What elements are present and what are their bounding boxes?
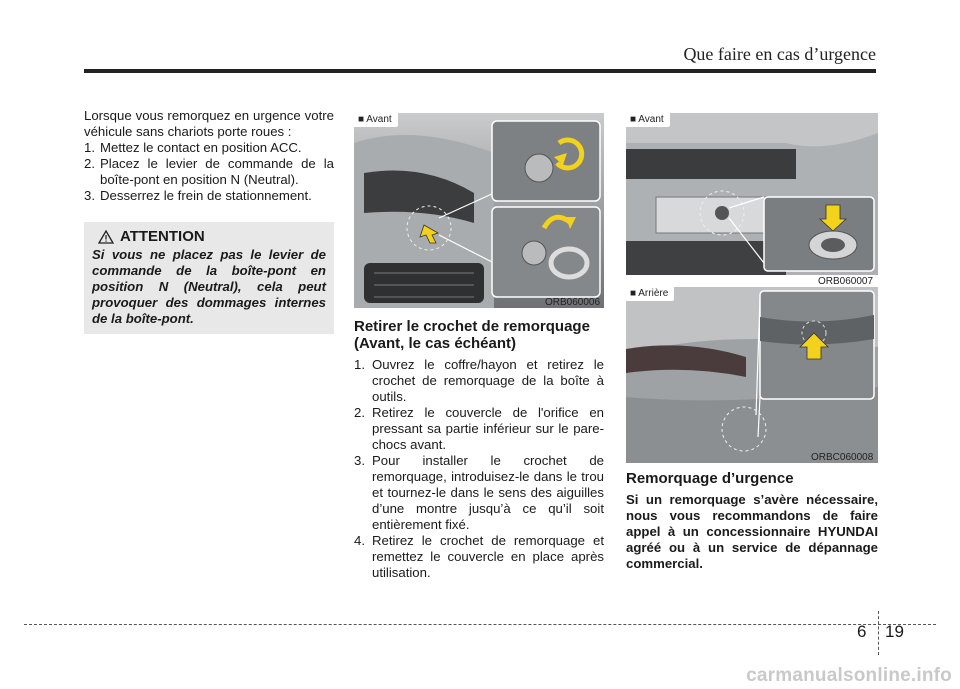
warning-icon bbox=[98, 230, 114, 244]
figure-front-hook bbox=[354, 113, 604, 308]
step-text: Ouvrez le coffre/hayon et retirez le crochet de remorquage de la boîte à outils. bbox=[372, 357, 604, 404]
attention-box bbox=[84, 222, 334, 334]
header-rule bbox=[84, 69, 876, 73]
rear-bumper-illustration bbox=[626, 287, 878, 463]
step-number: 2. bbox=[354, 405, 365, 420]
page-section-title: Que faire en cas d’urgence bbox=[683, 44, 876, 64]
intro-text: Lorsque vous remorquez en urgence votre véhicule sans chariots porte roues : bbox=[84, 108, 334, 139]
intro-step bbox=[84, 188, 334, 204]
intro-step bbox=[84, 156, 334, 188]
step-number: 1. bbox=[84, 140, 95, 155]
hook-step bbox=[354, 453, 604, 533]
intro-step bbox=[84, 140, 334, 156]
intro-steps bbox=[84, 140, 334, 204]
hook-step bbox=[354, 533, 604, 581]
step-text: Placez le levier de commande de la boîte-pont en position N (Neutral). bbox=[100, 156, 334, 187]
figure-front-cover bbox=[626, 113, 878, 275]
hook-section-title: Retirer le crochet de remorquage (Avant, le cas échéant) bbox=[354, 318, 590, 352]
emergency-section-title: Remorquage d’urgence bbox=[626, 470, 794, 487]
attention-header bbox=[98, 228, 326, 245]
watermark-text: carmanualsonline.info bbox=[746, 665, 952, 686]
chapter-number: 6 bbox=[857, 622, 867, 641]
figure-code: ORB060007 bbox=[818, 276, 874, 287]
step-number: 4. bbox=[354, 533, 365, 548]
emergency-section bbox=[626, 470, 878, 572]
page-number: 19 bbox=[885, 622, 904, 641]
intro-block bbox=[84, 108, 334, 204]
hook-steps bbox=[354, 357, 604, 581]
step-number: 3. bbox=[84, 188, 95, 203]
figure-code: ORB060006 bbox=[545, 297, 601, 308]
front-bumper-illustration bbox=[354, 113, 604, 308]
emergency-section-text: Si un remorquage s’avère nécessaire, nous vous recommandons de faire appel à un concessionnaire HYUNDAI agréé ou à un service de dépannage commercial. bbox=[626, 492, 878, 571]
footer-divider bbox=[878, 611, 879, 655]
step-text: Mettez le contact en position ACC. bbox=[100, 140, 302, 155]
step-number: 3. bbox=[354, 453, 365, 468]
figure-code: ORBC060008 bbox=[811, 452, 874, 463]
hook-step bbox=[354, 357, 604, 405]
hook-section bbox=[354, 318, 604, 581]
attention-title: ATTENTION bbox=[120, 228, 205, 245]
figure-tag: ■ Arrière bbox=[626, 287, 674, 301]
figure-rear-hook bbox=[626, 287, 878, 463]
step-text: Pour installer le crochet de remorquage, introduisez-le dans le trou et tournez-le dans le sens des aiguilles d’une montre jusqu’à ce qu’il soit entièrement fixé. bbox=[372, 453, 604, 532]
step-text: Desserrez le frein de stationnement. bbox=[100, 188, 312, 203]
front-grille-illustration bbox=[626, 113, 878, 275]
step-number: 1. bbox=[354, 357, 365, 372]
figure-tag: ■ Avant bbox=[354, 113, 398, 127]
attention-text: Si vous ne placez pas le levier de commande de la boîte-pont en position N (Neutral), cela peut provoquer des dommages internes de la boîte-pont. bbox=[92, 247, 326, 326]
step-text: Retirez le crochet de remorquage et remettez le couvercle en place après utilisation. bbox=[372, 533, 604, 580]
step-text: Retirez le couvercle de l'orifice en pressant sa partie inférieur sur le pare-chocs avant. bbox=[372, 405, 604, 452]
step-number: 2. bbox=[84, 156, 95, 171]
footer-rule bbox=[24, 624, 936, 625]
hook-step bbox=[354, 405, 604, 453]
figure-tag: ■ Avant bbox=[626, 113, 670, 127]
